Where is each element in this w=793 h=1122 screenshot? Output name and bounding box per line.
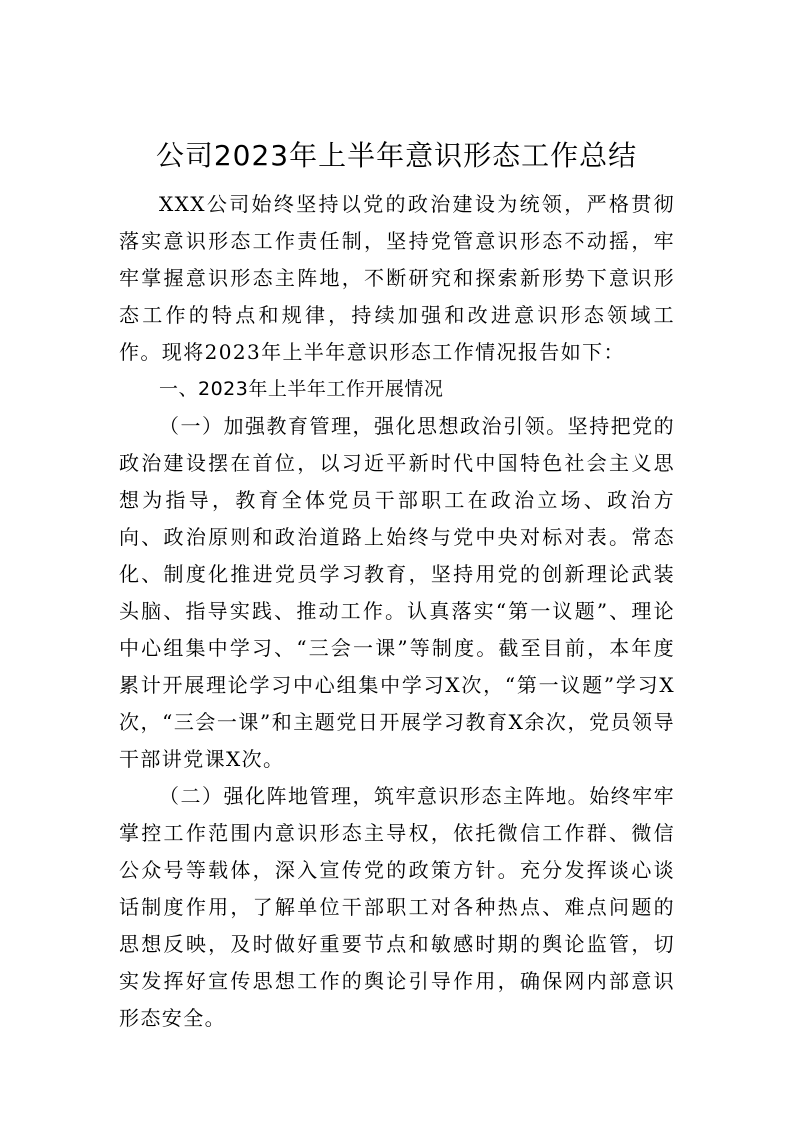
- item-1-paragraph: [119, 408, 675, 778]
- item-2-paragraph: [119, 778, 675, 1037]
- document-title: 公司2023年上半年意识形态工作总结: [155, 139, 638, 172]
- item-1-lead: （一）加强教育管理，强化思想政治引领。: [159, 414, 568, 438]
- intro-paragraph: XXX公司始终坚持以党的政治建设为统领，严格贯彻落实意识形态工作责任制，坚持党管意识形态不动摇，牢牢掌握意识形态主阵地，不断研究和探索新形势下意识形态工作的特点和规律，持续加强和改进意识形态领域工作。现将2023年上半年意识形态工作情况报告如下：: [119, 192, 675, 364]
- section-heading: 一、2023年上半年工作开展情况: [159, 378, 444, 400]
- document-body: [119, 186, 675, 1037]
- item-2-body: 始终牢牢掌控工作范围内意识形态主导权，依托微信工作群、微信公众号等载体，深入宣传党的政策方针。充分发挥谈心谈话制度作用，了解单位干部职工对各种热点、难点问题的思想反映，及时做好重要节点和敏感时期的舆论监管，切实发挥好宣传思想工作的舆论引导作用，确保网内部意识形态安全。: [119, 784, 675, 1030]
- item-1-body: 坚持把党的政治建设摆在首位，以习近平新时代中国特色社会主义思想为指导，教育全体党员干部职工在政治立场、政治方向、政治原则和政治道路上始终与党中央对标对表。常态化、制度化推进党员学习教育，坚持用党的创新理论武装头脑、指导实践、推动工作。认真落实“第一议题”、理论中心组集中学习、“三会一课”等制度。截至目前，本年度累计开展理论学习中心组集中学习X次，“第一议题”学习X次，“三会一课”和主题党日开展学习教育X余次，党员领导干部讲党课X次。: [119, 414, 675, 771]
- item-2-lead: （二）强化阵地管理，筑牢意识形态主阵地。: [159, 784, 590, 808]
